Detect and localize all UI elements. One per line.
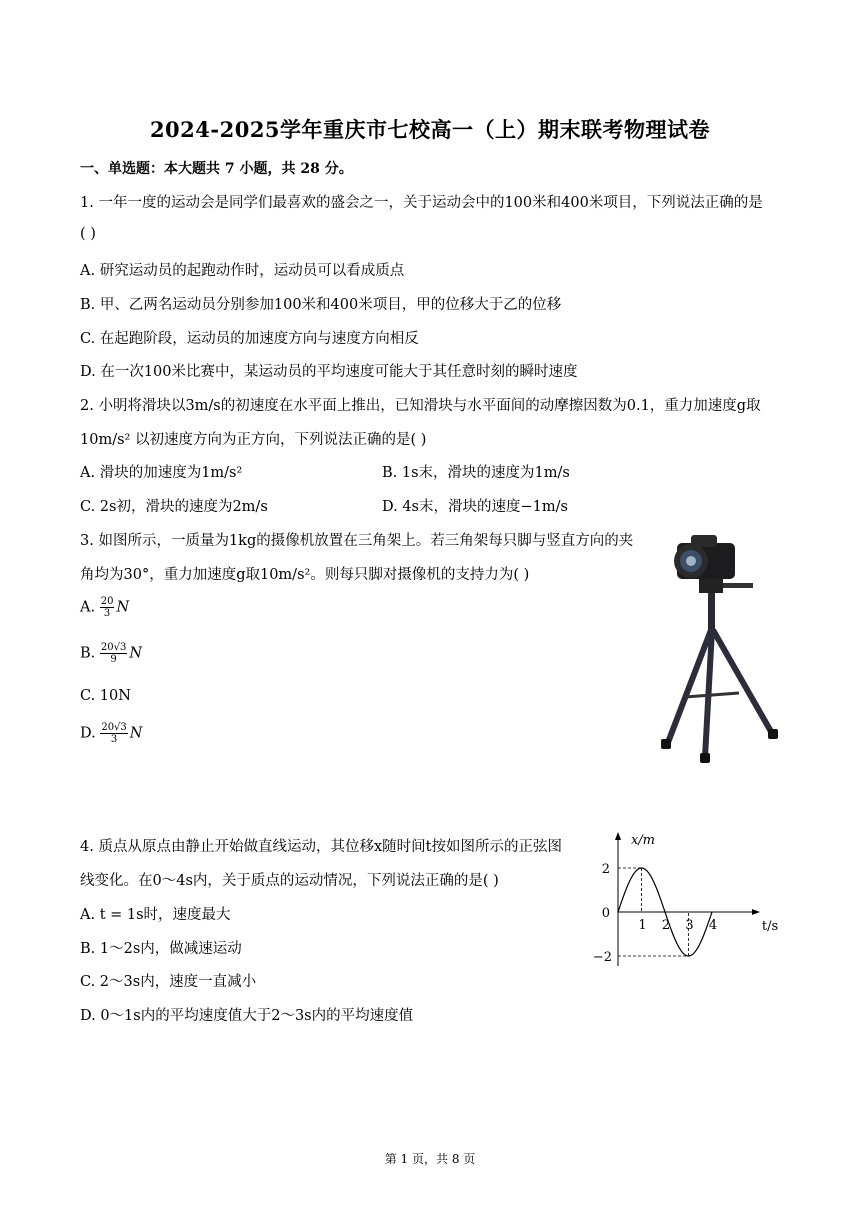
q2-option-d: D. 4s末，滑块的速度−1m/s [382,499,568,515]
x-tick-label: 1 [638,918,647,933]
q3-option-b-label: B. [80,645,96,662]
q3-stem-line2: 角均为30°，重力加速度g取10m/s²。则每只脚对摄像机的支持力为( ) [80,567,530,583]
q1-option-a: A. 研究运动员的起跑动作时，运动员可以看成质点 [80,263,405,279]
q3-option-a: A. $\frac{20}{3}$ N [80,596,130,619]
q1-stem-line2: ( ) [80,226,96,242]
q4-stem-line2: 线变化。在0～4s内，关于质点的运动情况，下列说法正确的是( ) [80,873,499,889]
section-heading: 一、单选题：本大题共 7 小题，共 28 分。 [80,161,353,177]
q4-option-d: D. 0～1s内的平均速度值大于2～3s内的平均速度值 [80,1008,414,1024]
fraction: $\frac{20}{3}$ [100,596,114,619]
q4-option-b: B. 1～2s内，做减速运动 [80,941,242,957]
y-tick-label: −2 [592,950,612,965]
xt-sine-chart [588,828,788,973]
q3-stem-line1: 3. 如图所示，一质量为1kg的摄像机放置在三角架上。若三角架每只脚与竖直方向的夹 [80,533,634,549]
y-axis-label: x/m [630,833,656,848]
page-title: 2024-2025学年重庆市七校高一（上）期末联考物理试卷 [149,117,711,142]
q2-option-c: C. 2s初，滑块的速度为2m/s [80,499,268,515]
q4-option-a: A. t = 1s时，速度最大 [80,907,231,923]
origin-label: 0 [601,906,610,921]
x-tick-label: 3 [685,918,694,933]
q2-option-a: A. 滑块的加速度为1m/s² [80,465,243,481]
x-tick-label: 2 [661,918,671,933]
q3-option-d: D. $\frac{20√3}{3}$ N [80,722,143,745]
tripod-leg [713,630,773,735]
q1-option-d: D. 在一次100米比赛中，某运动员的平均速度可能大于其任意时刻的瞬时速度 [80,364,578,380]
fraction: $\frac{20√3}{3}$ [101,722,127,745]
q1-option-b: B. 甲、乙两名运动员分别参加100米和400米项目，甲的位移大于乙的位移 [80,297,562,313]
q1-option-c: C. 在起跑阶段，运动员的加速度方向与速度方向相反 [80,331,419,347]
fraction: $\frac{20√3}{9}$ [100,642,127,665]
q4-option-c: C. 2～3s内，速度一直减小 [80,974,257,990]
page-footer: 第 1 页，共 8 页 [384,1152,476,1166]
q4-stem-line1: 4. 质点从原点由静止开始做直线运动，其位移x随时间t按如图所示的正弦图 [80,839,562,855]
q2-stem-line2: 10m/s² 以初速度方向为正方向，下列说法正确的是( ) [80,432,427,448]
q2-stem-line1: 2. 小明将滑块以3m/s的初速度在水平面上推出，已知滑块与水平面间的动摩擦因数为0.1，重力加速度g取 [80,398,761,414]
y-tick-label: 2 [601,862,610,877]
q3-option-a-label: A. [80,599,96,616]
x-axis-arrow [752,909,760,915]
q3-option-b: B. $\frac{20√3}{9}$ N [80,642,143,665]
x-axis-label: t/s [761,919,779,934]
tripod-camera-image [655,525,785,765]
q1-stem-line1: 1. 一年一度的运动会是同学们最喜欢的盛会之一，关于运动会中的100米和400米项目，下列说法正确的是 [80,195,763,211]
q3-option-d-label: D. [80,725,96,742]
y-axis-arrow [615,832,621,840]
q2-option-b: B. 1s末，滑块的速度为1m/s [382,465,570,481]
x-tick-label: 4 [708,918,718,933]
q3-option-c: C. 10N [80,688,131,704]
